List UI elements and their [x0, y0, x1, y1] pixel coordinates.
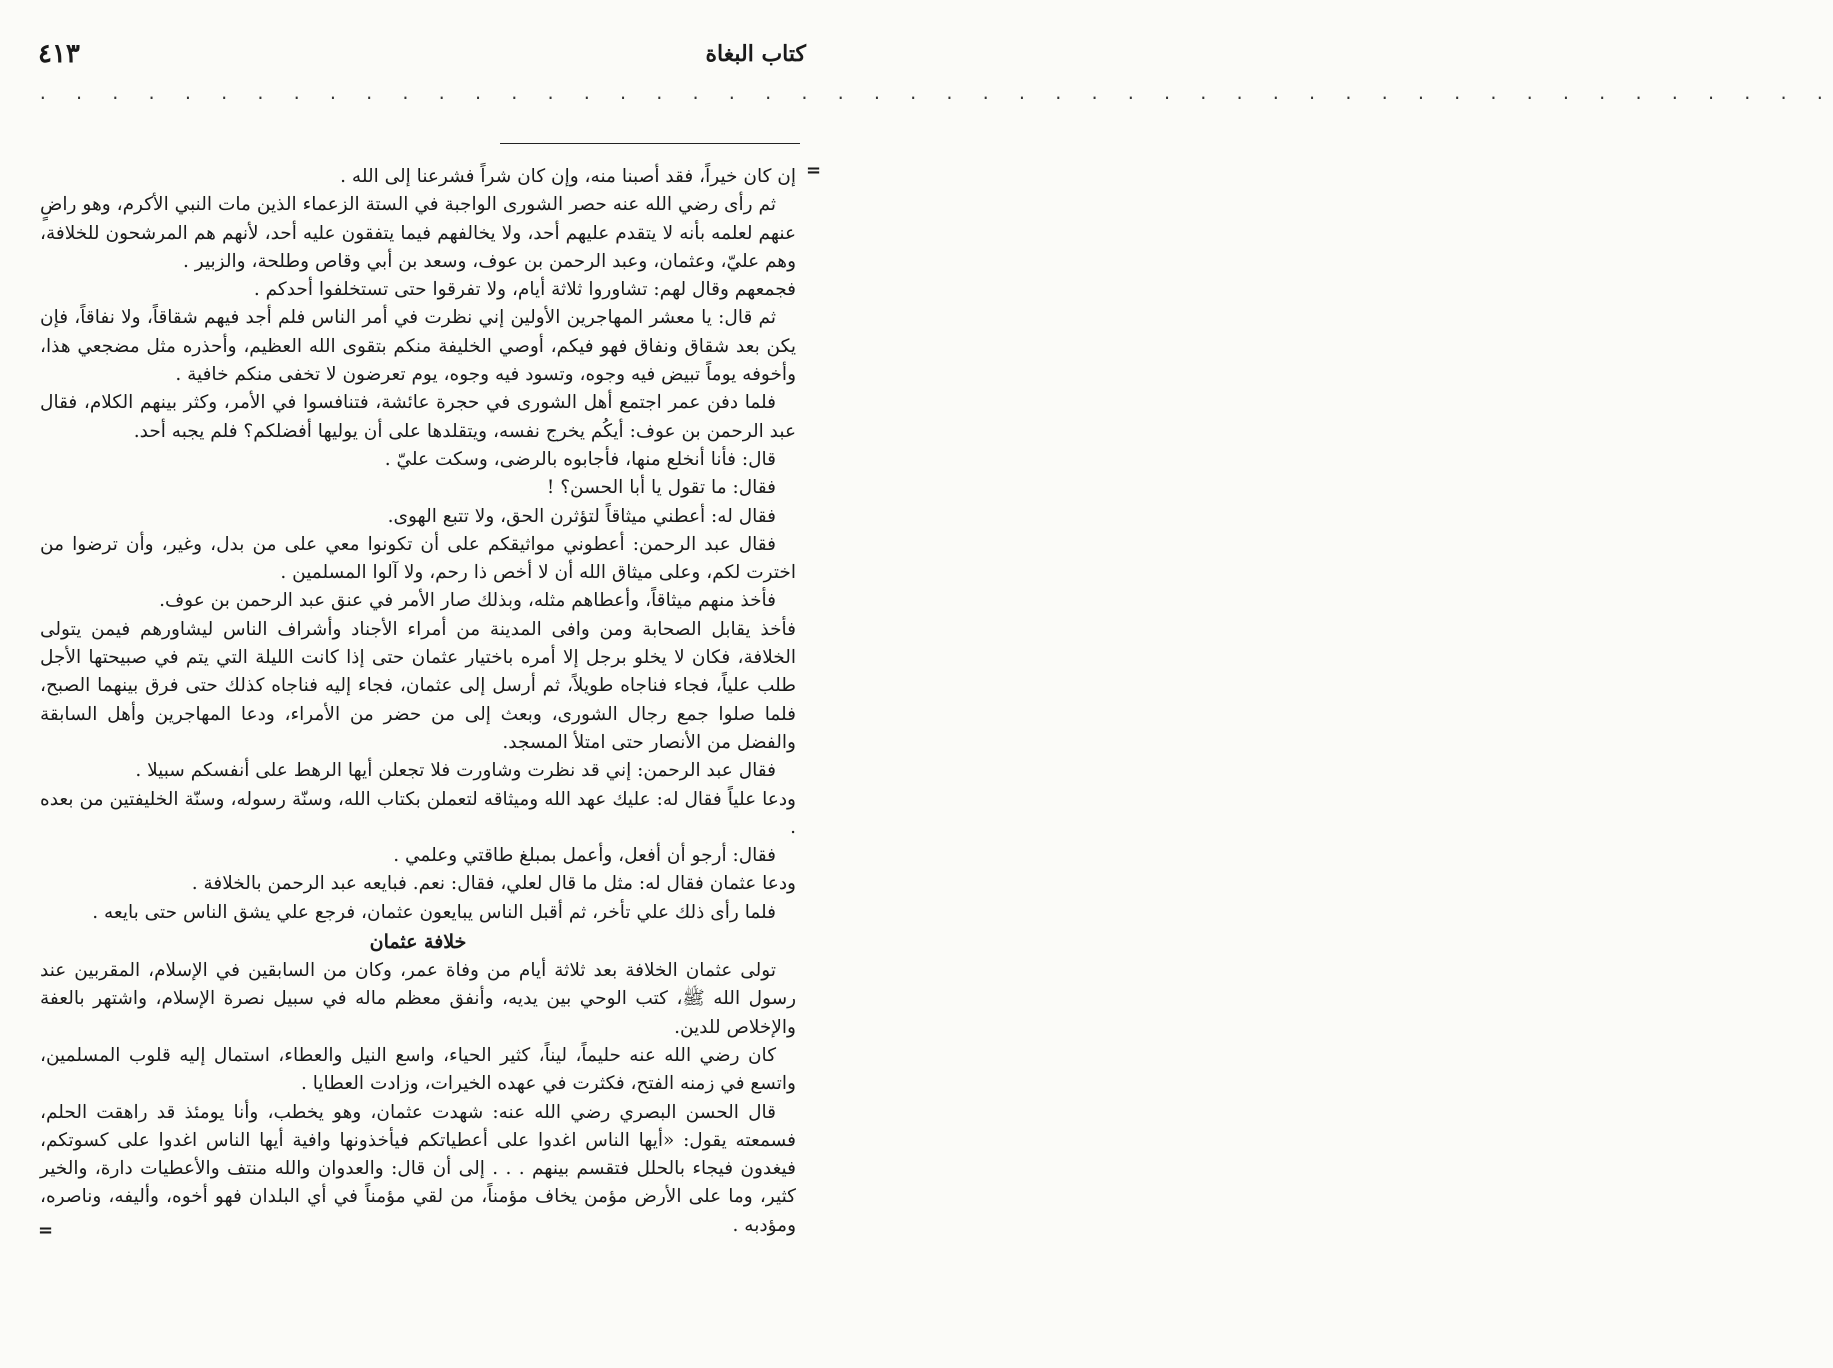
paragraph: فقال عبد الرحمن: أعطوني مواثيقكم على أن تكونوا معي على من بدل، وغير، وأن ترضوا من اخترت لكم، وعلى ميثاق الله أن لا أخص ذا رحم، ولا آلوا المسلمين .: [40, 533, 796, 584]
book-title: كتاب البغاة: [705, 41, 806, 67]
paragraph: ثم قال: يا معشر المهاجرين الأولين إني نظرت في أمر الناس فلم أجد فيهم شقاقاً، ولا نفاقاً، فإن يكن بعد شقاق ونفاق فهو فيكم، أوصي الخليفة منكم بتقوى الله العظيم، وأحذره مثل مضجعي هذا، وأخوفه يوماً تبيض فيه وجوه، وتسود فيه وجوه، يوم تعرضون لا تخفى منكم خافية .: [40, 307, 796, 386]
section-paragraph: تولى عثمان الخلافة بعد ثلاثة أيام من وفاة عمر، وكان من السابقين في الإسلام، المقربين عند رسول الله ﷺ، كتب الوحي بين يديه، وأنفق معظم ماله في سبيل نصرة الإسلام، واشتهر بالعفة والإخلاص للدين.: [40, 960, 797, 1038]
footnote-separator: [500, 143, 800, 144]
paragraph: فقال له: أعطني ميثاقاً لتؤثرن الحق، ولا تتبع الهوى.: [387, 505, 776, 527]
paragraph: ثم رأى رضي الله عنه حصر الشورى الواجبة في الستة الزعماء الذين مات النبي الأكرم، وهو راضٍ عنهم لعلمه بأنه لا يتقدم عليهم أحد، ولا يخالفهم فيما يتفقون عليه أحد، لأنهم هم المرشحون للخلافة، وهم عليّ، وعثمان، وعبد الرحمن بن عوف، وسعد بن أبي وقاص وطلحة، والزبير .: [40, 194, 796, 272]
paragraph: فأخذ يقابل الصحابة ومن وافى المدينة من أمراء الأجناد وأشراف الناس ليشاورهم فيمن يتولى الخلافة، فكان لا يخلو برجل إلا أمره باختيار عثمان حتى إذا كانت الليلة التي يتم في صبيحتها الأجل طلب علياً، فجاء فناجاه طويلاً، ثم أرسل إلى عثمان، فجاء إليه فناجاه كذلك حتى فرق بينهما الصبح، فلما صلوا جمع رجال الشورى، وبعث إلى من حضر من الأمراء، ودعا المهاجرين وأهل السابقة والفضل من الأنصار حتى امتلأ المسجد.: [40, 618, 796, 753]
page-body: [40, 163, 796, 1240]
page-number: ٤١٣: [38, 39, 80, 69]
section-paragraph: كان رضي الله عنه حليماً، ليناً، كثير الحياء، واسع النيل والعطاء، استمال إليه قلوب المسلمين، واتسع في زمنه الفتح، فكثرت في عهده الخيرات، وزادت العطايا .: [40, 1044, 796, 1095]
continuation-mark-bottom: =: [38, 1220, 54, 1241]
paragraph: ودعا علياً فقال له: عليك عهد الله وميثاقه لتعملن بكتاب الله، وسنّة رسوله، وسنّة الخليفتين من بعده .: [40, 788, 796, 838]
paragraph: إن كان خيراً، فقد أصبنا منه، وإن كان شراً فشرعنا إلى الله .: [340, 166, 796, 187]
paragraph: فأخذ منهم ميثاقاً، وأعطاهم مثله، وبذلك صار الأمر في عنق عبد الرحمن بن عوف.: [159, 590, 776, 612]
paragraph: فجمعهم وقال لهم: تشاوروا ثلاثة أيام، ولا تفرقوا حتى تستخلفوا أحدكم .: [253, 279, 796, 301]
paragraph: ودعا عثمان فقال له: مثل ما قال لعلي، فقال: نعم. فبايعه عبد الرحمن بالخلافة .: [191, 873, 796, 895]
paragraph: فقال عبد الرحمن: إني قد نظرت وشاورت فلا تجعلن أيها الرهط على أنفسكم سبيلا .: [135, 760, 776, 782]
dot-leader: . . . . . . . . . . . . . . . . . . . . . . . . . . . . . . . . . . . . . . . . . . . . . . . . . .: [38, 84, 1833, 103]
paragraph: فلما دفن عمر اجتمع أهل الشورى في حجرة عائشة، فتنافسوا في الأمر، وكثر بينهم الكلام، فقال عبد الرحمن بن عوف: أيكُم يخرج نفسه، ويتقلدها على أن يوليها أفضلكم؟ فلم يجبه أحد.: [40, 392, 796, 442]
section-paragraph: قال الحسن البصري رضي الله عنه: شهدت عثمان، وهو يخطب، وأنا يومئذ قد راهقت الحلم، فسمعته يقول: «أيها الناس اغدوا على أعطياتكم فيأخذونها وافية أيها الناس اغدوا على كسوتكم، فيغدون فيجاء بالحلل فتقسم بينهم . . . إلى أن قال: والعدوان والله منتف والأعطيات دارة، والخير كثير، وما على الأرض مؤمن يخاف مؤمناً، من لقي مؤمناً في أي البلدان فهو أخوه، وأليفه، وناصره، ومؤدبه .: [40, 1101, 796, 1236]
running-header: [38, 34, 806, 74]
paragraph: فقال: أرجو أن أفعل، وأعمل بمبلغ طاقتي وعلمي .: [393, 845, 776, 867]
continuation-mark-top: =: [806, 160, 822, 181]
section-heading: خلافة عثمان: [369, 931, 467, 954]
paragraph: قال: فأنا أنخلع منها، فأجابوه بالرضى، وسكت عليّ .: [384, 448, 776, 470]
paragraph: فقال: ما تقول يا أبا الحسن؟ !: [546, 477, 776, 499]
paragraph: فلما رأى ذلك علي تأخر، ثم أقبل الناس يبايعون عثمان، فرجع علي يشق الناس حتى بايعه .: [92, 901, 776, 923]
